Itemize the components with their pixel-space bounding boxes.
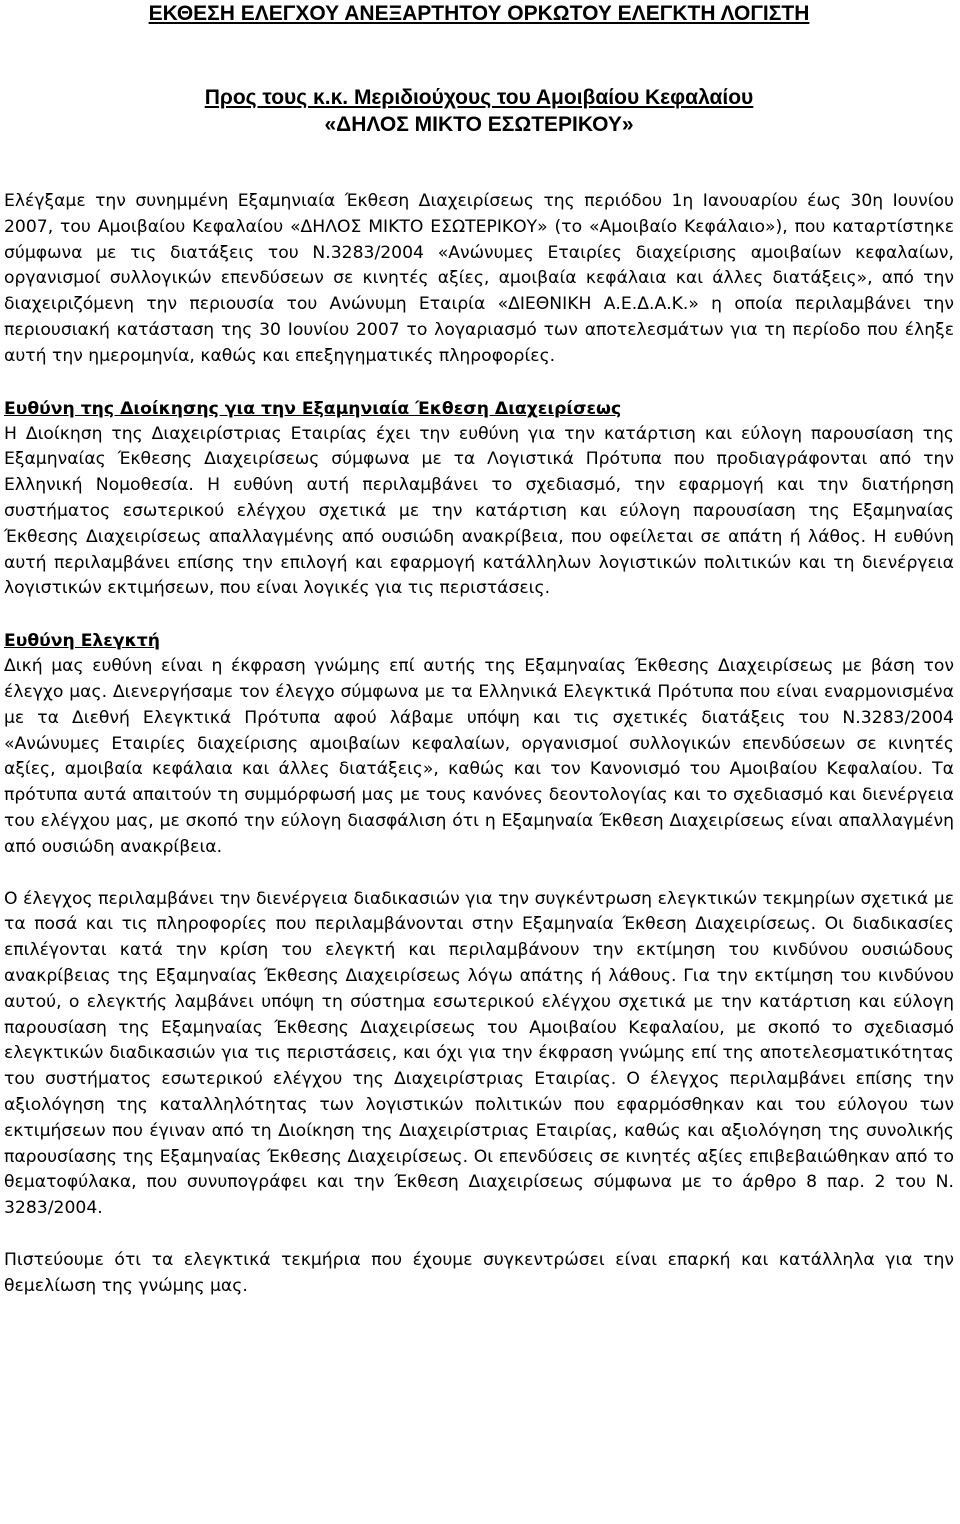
report-title: ΕΚΘΕΣΗ ΕΛΕΓΧΟΥ ΑΝΕΞΑΡΤΗΤΟΥ ΟΡΚΩΤΟΥ ΕΛΕΓΚΤΗ ΛΟΓΙΣΤΗ xyxy=(148,2,810,25)
addressee-block xyxy=(4,84,954,138)
management-responsibility-heading: Ευθύνη της Διοίκησης για την Εξαμηνιαία Έκθεση Διαχειρίσεως xyxy=(4,398,622,419)
audit-procedures-paragraph: Ο έλεγχος περιλαμβάνει την διενέργεια διαδικασιών για την συγκέντρωση ελεγκτικών τεκμηρίων σχετικά με τα ποσά και τις πληροφορίες που περιλαμβάνονται στην Εξαμηναία Έκθεση Διαχειρίσεως. Οι διαδικασίες επιλέγονται κατά την κρίση του ελεγκτή και περιλαμβάνουν την εκτίμηση του κινδύνου ουσιώδους ανακρίβειας της Εξαμηναίας Έκθεσης Διαχειρίσεως λόγω απάτης ή λάθους. Για την εκτίμηση του κινδύνου αυτού, ο ελεγκτής λαμβάνει υπόψη τη σύστημα εσωτερικού ελέγχου σχετικά με την κατάρτιση και εύλογη παρουσίαση της Εξαμηναίας Έκθεσης Διαχειρίσεως του Αμοιβαίου Κεφαλαίου, με σκοπό το σχεδιασμό ελεγκτικών διαδικασιών για τις περιστάσεις, και όχι για την έκφραση γνώμης επί της αποτελεσματικότητας του συστήματος εσωτερικού ελέγχου της Διαχειρίστριας Εταιρίας. Ο έλεγχος περιλαμβάνει επίσης την αξιολόγηση της καταλληλότητας των λογιστικών πολιτικών που εφαρμόσθηκαν και του εύλογου των εκτιμήσεων που έγιναν από τη Διοίκηση της Διαχειρίστριας Εταιρίας, καθώς και αξιολόγηση της συνολικής παρουσίασης της Εξαμηναίας Έκθεσης Διαχειρίσεως. Οι επενδύσεις σε κινητές αξίες επιβεβαιώθηκαν από το θεματοφύλακα, που συνυπογράφει και την Έκθεση Διαχειρίσεως σύμφωνα με το άρθρο 8 παρ. 2 του Ν. 3283/2004. xyxy=(4,888,954,1219)
spacer xyxy=(4,861,954,887)
spacer xyxy=(4,138,954,189)
spacer xyxy=(4,602,954,628)
conclusion-paragraph: Πιστεύουμε ότι τα ελεγκτικά τεκμήρια που έχουμε συγκεντρώσει είναι επαρκή και κατάλληλα για την θεμελίωση της γνώμης μας. xyxy=(4,1249,954,1296)
addressee-line-2: «ΔΗΛΟΣ ΜΙΚΤΟ ΕΣΩΤΕΡΙΚΟΥ» xyxy=(324,113,634,136)
auditor-responsibility-paragraph: Δική μας ευθύνη είναι η έκφραση γνώμης επί αυτής της Εξαμηναίας Έκθεσης Διαχειρίσεως με βάση τον έλεγχο μας. Διενεργήσαμε τον έλεγχο σύμφωνα με τα Ελληνικά Ελεγκτικά Πρότυπα που είναι εναρμονισμένα με τα Διεθνή Ελεγκτικά Πρότυπα αφού λάβαμε υπόψη και τις σχετικές διατάξεις του Ν.3283/2004 «Ανώνυμες Εταιρίες διαχείρισης αμοιβαίων κεφαλαίων, οργανισμοί συλλογικών επενδύσεων σε κινητές αξίες, αμοιβαία κεφάλαια και άλλες διατάξεις», καθώς και τον Κανονισμό του Αμοιβαίου Κεφαλαίου. Τα πρότυπα αυτά απαιτούν τη συμμόρφωσή μας με τους κανόνες δεοντολογίας και το σχεδιασμό και διενέργεια του ελέγχου μας, με σκοπό την εύλογη διασφάλιση ότι η Εξαμηναία Έκθεση Διαχειρίσεως είναι απαλλαγμένη από ουσιώδη ανακρίβεια. xyxy=(4,656,954,857)
intro-paragraph: Ελέγξαμε την συνημμένη Εξαμηνιαία Έκθεση Διαχειρίσεως της περιόδου 1η Ιανουαρίου έως 30η Ιουνίου 2007, του Αμοιβαίου Κεφαλαίου «ΔΗΛΟΣ ΜΙΚΤΟ ΕΣΩΤΕΡΙΚΟΥ» (το «Αμοιβαίο Κεφάλαιο»), που καταρτίστηκε σύμφωνα με τις διατάξεις του Ν.3283/2004 «Ανώνυμες Εταιρίες διαχείρισης αμοιβαίων κεφαλαίων, οργανισμοί συλλογικών επενδύσεων σε κινητές αξίες, αμοιβαία κεφάλαια και άλλες διατάξεις», από την διαχειριζόμενη την περιουσία του Ανώνυμη Εταιρία «ΔΙΕΘΝΙΚΗ Α.Ε.Δ.Α.Κ.» η οποία περιλαμβάνει την περιουσιακή κατάσταση της 30 Ιουνίου 2007 το λογαριασμό των αποτελεσμάτων για τη περίοδο που έληξε αυτή την ημερομηνία, καθώς και επεξηγηματικές πληροφορίες. xyxy=(4,191,954,366)
management-responsibility-paragraph: Η Διοίκηση της Διαχειρίστριας Εταιρίας έχει την ευθύνη για την κατάρτιση και εύλογη παρουσίαση της Εξαμηναίας Έκθεσης Διαχειρίσεως σύμφωνα με τα Λογιστικά Πρότυπα που προδιαγράφονται από την Ελληνική Νομοθεσία. Η ευθύνη αυτή περιλαμβάνει το σχεδιασμό, την εφαρμογή και την διατήρηση συστήματος εσωτερικού ελέγχου σχετικά με την κατάρτιση και εύλογη παρουσίαση της Εξαμηναίας Έκθεσης Διαχειρίσεως απαλλαγμένης από ουσιώδη ανακρίβεια, που οφείλεται σε απάτη ή λάθος. Η ευθύνη αυτή περιλαμβάνει επίσης την επιλογή και εφαρμογή κατάλληλων λογιστικών πολιτικών και τη διενέργεια λογιστικών εκτιμήσεων, που είναι λογικές για τις περιστάσεις. xyxy=(4,423,954,599)
addressee-line-1: Προς τους κ.κ. Μεριδιούχους του Αμοιβαίου Κεφαλαίου xyxy=(204,86,754,109)
spacer xyxy=(4,1222,954,1248)
spacer xyxy=(4,370,954,396)
audit-report-page xyxy=(4,0,954,1299)
auditor-responsibility-heading: Ευθύνη Ελεγκτή xyxy=(4,631,160,652)
